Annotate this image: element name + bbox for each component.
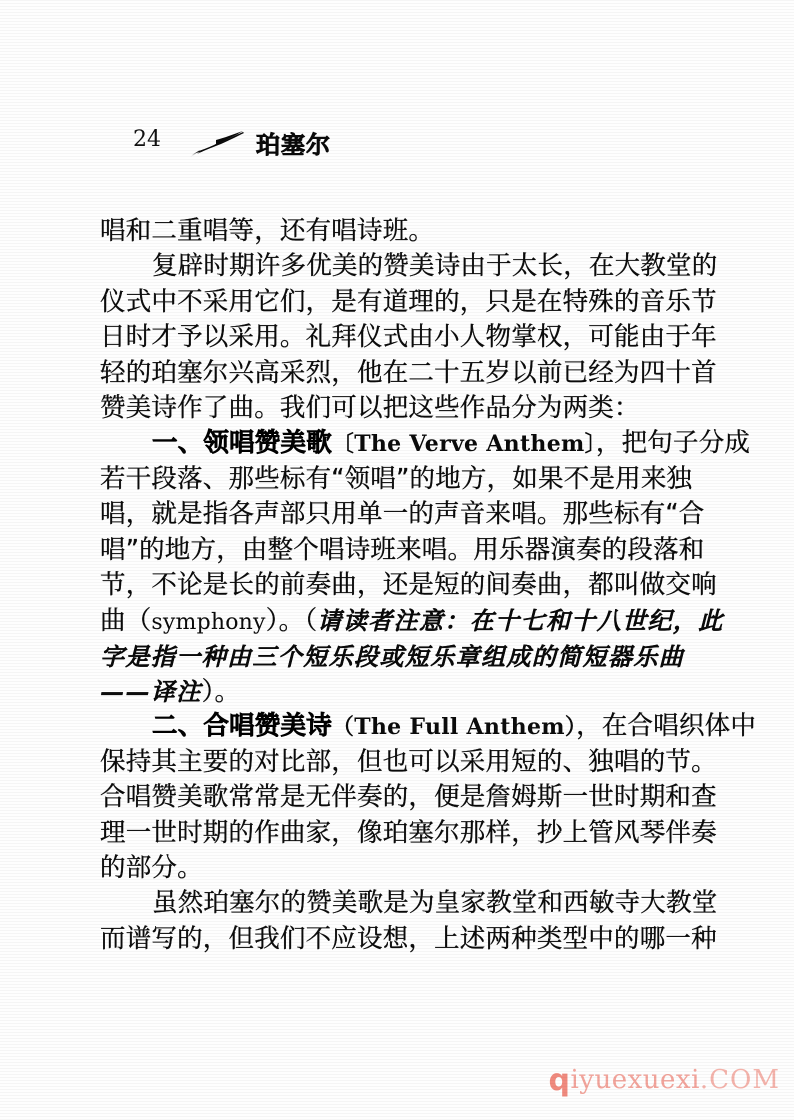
line-text: 复辟时期许多优美的赞美诗由于太长，在大教堂的 xyxy=(152,251,718,282)
translator-note-signature: ——译注 xyxy=(100,677,202,707)
text-line xyxy=(100,922,717,957)
text-line xyxy=(100,214,698,249)
latin-term-symphony: symphony xyxy=(151,610,266,636)
text-line xyxy=(100,568,717,603)
site-watermark xyxy=(548,1063,780,1098)
text-line xyxy=(100,745,717,780)
line-text: 节，不论是长的前奏曲，还是短的间奏曲，都叫做交响 xyxy=(100,569,717,600)
text-line xyxy=(100,886,718,921)
translator-note-text: 字是指一种由三个短乐段或短乐章组成的简短器乐曲 xyxy=(100,641,685,671)
line-text: 轻的珀塞尔兴高采烈，他在二十五岁以前已经为四十首 xyxy=(100,357,717,388)
line-text: 若干段落、那些标有“领唱”的地方，如果不是用来独 xyxy=(100,463,693,494)
line-text: 合唱赞美歌常常是无伴奏的，便是詹姆斯一世时期和查 xyxy=(100,782,717,813)
watermark-middle: iyuexuexi xyxy=(570,1065,700,1095)
line-text: 理一世时期的作曲家，像珀塞尔那样，抄上管风琴伴奏 xyxy=(100,817,717,848)
line-text: ，在合唱织体中 xyxy=(576,711,757,742)
line-text: 曲（ xyxy=(100,606,152,637)
text-line-translator-note-end xyxy=(100,674,698,709)
heading-latin-term: （The Full Anthem） xyxy=(331,714,577,741)
running-head xyxy=(0,123,794,165)
leaf-quill-ornament-icon xyxy=(186,129,248,159)
page-number: 24 xyxy=(133,127,161,152)
line-text: 仪式中不采用它们，是有道理的，只是在特殊的音乐节 xyxy=(100,286,717,317)
text-line-translator-note xyxy=(100,639,698,674)
text-line-symphony xyxy=(100,603,724,638)
text-line xyxy=(100,497,705,532)
text-line-heading-one xyxy=(100,426,751,461)
text-line xyxy=(100,533,705,568)
translator-note-text: 请读者注意：在十七和十八世纪，此 xyxy=(317,606,724,636)
text-line xyxy=(100,285,717,320)
line-text: 而谱写的，但我们不应设想，上述两种类型中的哪一种 xyxy=(100,923,717,954)
text-line xyxy=(100,780,717,815)
heading-label: 一、领唱赞美歌 xyxy=(152,428,332,459)
text-line-heading-two xyxy=(100,709,757,744)
running-head-title: 珀塞尔 xyxy=(256,131,331,159)
line-text: 保持其主要的对比部，但也可以采用短的、独唱的节。 xyxy=(100,746,717,777)
text-line xyxy=(100,249,718,284)
line-text: 唱”的地方，由整个唱诗班来唱。用乐器演奏的段落和 xyxy=(100,534,705,565)
heading-label: 二、合唱赞美诗 xyxy=(152,711,332,742)
line-text: 唱，就是指各声部只用单一的声音来唱。那些标有“合 xyxy=(100,499,705,530)
text-line xyxy=(100,462,698,497)
line-text: ）。（ xyxy=(265,606,318,637)
text-line xyxy=(100,816,717,851)
line-text: ，把句子分成 xyxy=(595,428,751,459)
line-text: 虽然珀塞尔的赞美歌是为皇家教堂和西敏寺大教堂 xyxy=(152,888,718,919)
text-line xyxy=(100,356,717,391)
line-text: 日时才予以采用。礼拜仪式由小人物掌权，可能由于年 xyxy=(100,322,717,353)
text-line xyxy=(100,851,698,886)
watermark-suffix: .COM xyxy=(699,1065,780,1095)
line-text: 赞美诗作了曲。我们可以把这些作品分为两类： xyxy=(100,392,640,423)
line-text: ）。 xyxy=(201,677,241,708)
line-text: 的部分。 xyxy=(100,853,203,884)
watermark-prefix: q xyxy=(548,1063,571,1098)
line-text: 唱和二重唱等，还有唱诗班。 xyxy=(100,216,435,246)
heading-latin-term: 〔The Verve Anthem〕 xyxy=(331,431,596,458)
text-line xyxy=(100,391,698,426)
text-line xyxy=(100,320,717,355)
body-text-block xyxy=(100,214,757,957)
